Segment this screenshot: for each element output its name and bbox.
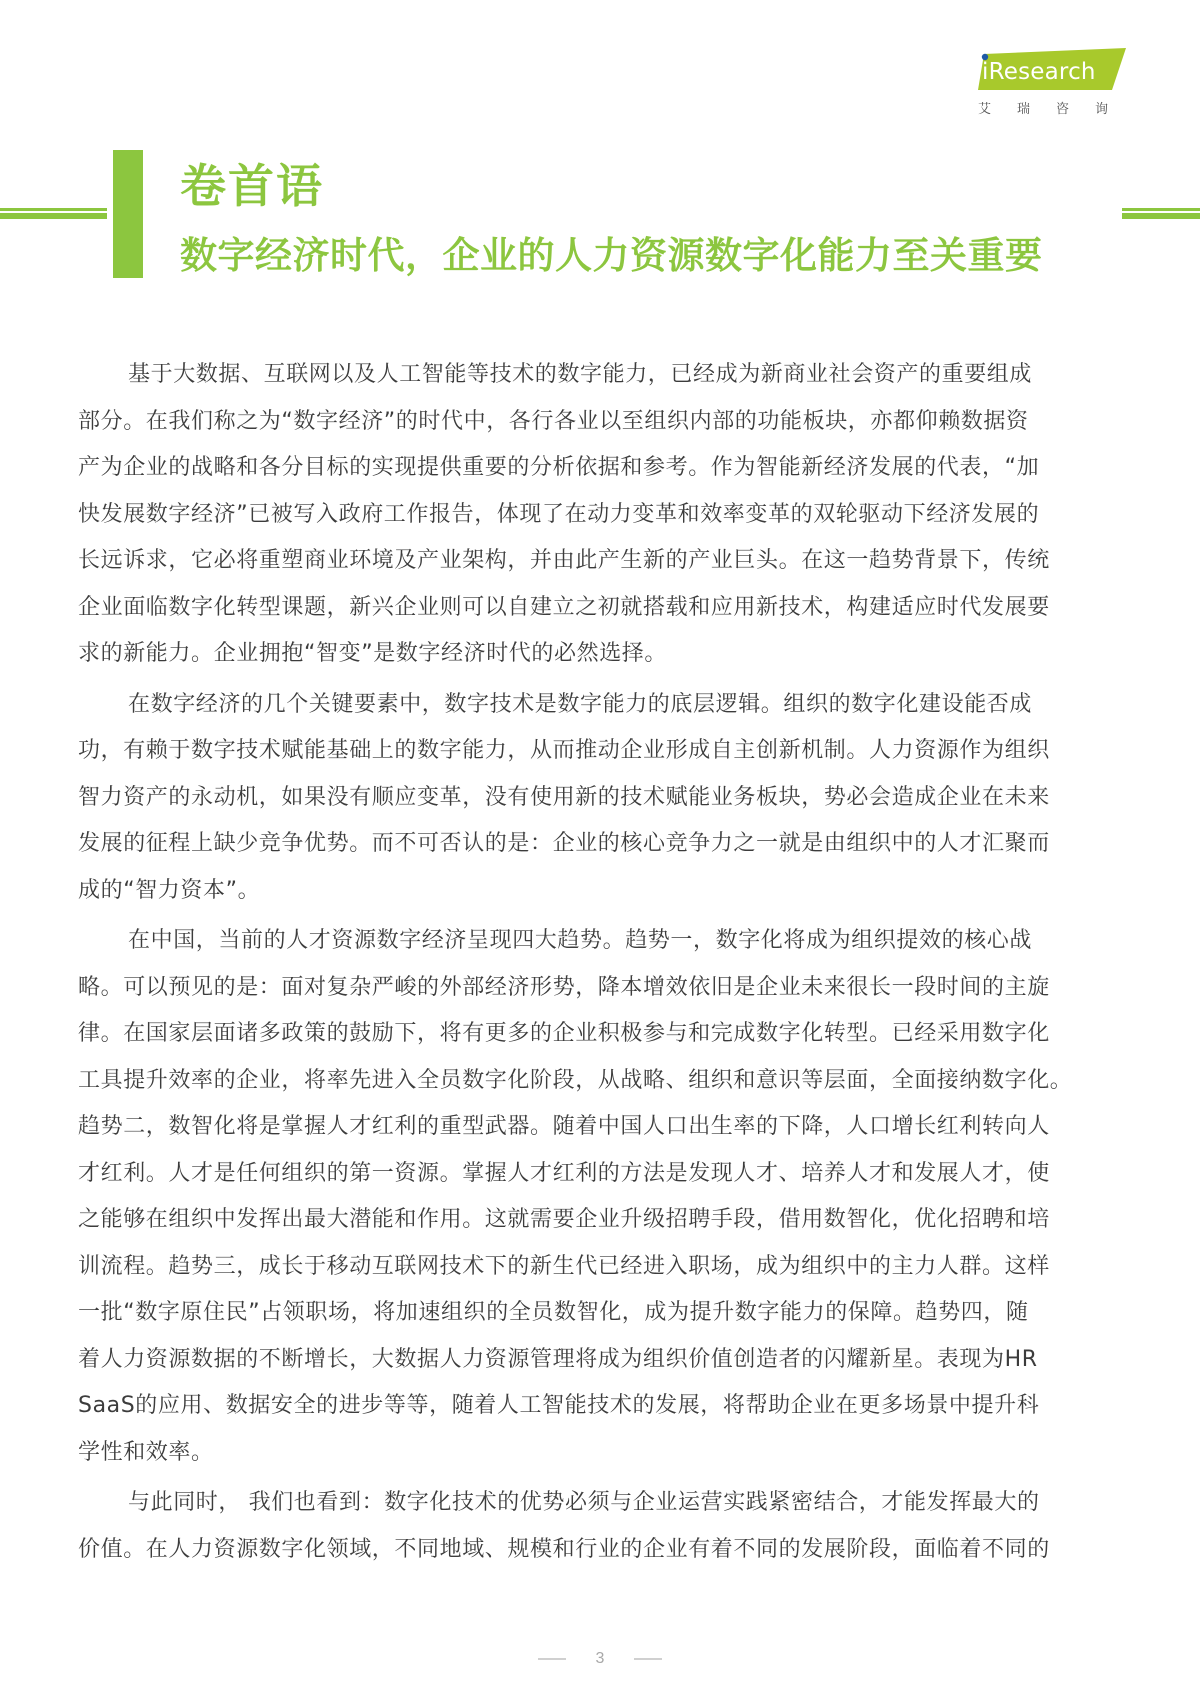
body-text (78, 352, 1118, 1577)
logo-char: 艾 (978, 102, 992, 117)
text-line: 部分。在我们称之为“数字经济”的时代中，各行各业以至组织内部的功能板块，亦都仰赖数据资 (78, 408, 1029, 434)
title-rule-right (1122, 208, 1200, 220)
text-line: 快发展数字经济”已被写入政府工作报告，体现了在动力变革和效率变革的双轮驱动下经济发展的 (78, 501, 1040, 527)
text-line: 与此同时， 我们也看到：数字化技术的优势必须与企业运营实践紧密结合，才能发挥最大的 (128, 1490, 1040, 1515)
text-line: 学性和效率。 (78, 1439, 214, 1465)
text-line: 略。可以预见的是：面对复杂严峻的外部经济形势，降本增效依旧是企业未来很长一段时间的主旋 (78, 974, 1050, 1000)
text-line: 律。在国家层面诸多政策的鼓励下，将有更多的企业积极参与和完成数字化转型。已经采用数字化 (78, 1021, 1050, 1046)
text-line: 成的“智力资本”。 (78, 877, 261, 903)
paragraph-4 (78, 1480, 1118, 1573)
text-line: 在中国，当前的人才资源数字经济呈现四大趋势。趋势一，数字化将成为组织提效的核心战 (128, 928, 1033, 953)
page-subtitle: 数字经济时代，企业的人力资源数字化能力至关重要 (180, 234, 1043, 277)
text-line: 智力资产的永动机，如果没有顺应变革，没有使用新的技术赋能业务板块，势必会造成企业在未来 (78, 784, 1050, 810)
paragraph-1 (78, 352, 1118, 678)
text-line: 产为企业的战略和各分目标的实现提供重要的分析依据和参考。作为智能新经济发展的代表，“加 (78, 455, 1040, 480)
text-line: 发展的征程上缺少竞争优势。而不可否认的是：企业的核心竞争力之一就是由组织中的人才汇聚而 (78, 831, 1050, 856)
text-line: 才红利。人才是任何组织的第一资源。掌握人才红利的方法是发现人才、培养人才和发展人才，使 (78, 1160, 1050, 1186)
text-line: 求的新能力。企业拥抱“智变”是数字经济时代的必然选择。 (78, 641, 667, 666)
iresearch-logo (970, 48, 1130, 128)
logo-char: 询 (1094, 102, 1108, 117)
footer-dash-right (634, 1658, 662, 1660)
text-line: 基于大数据、互联网以及人工智能等技术的数字能力，已经成为新商业社会资产的重要组成 (128, 362, 1033, 387)
page-title: 卷首语 (180, 159, 324, 213)
text-line: 训流程。趋势三，成长于移动互联网技术下的新生代已经进入职场，成为组织中的主力人群。这样 (78, 1253, 1050, 1279)
text-line: 功，有赖于数字技术赋能基础上的数字能力，从而推动企业形成自主创新机制。人力资源作为组织 (78, 738, 1050, 763)
text-line: 价值。在人力资源数字化领域，不同地域、规模和行业的企业有着不同的发展阶段，面临着不同的 (78, 1536, 1050, 1562)
logo-char: 瑞 (1016, 102, 1030, 117)
text-line: 着人力资源数据的不断增长，大数据人力资源管理将成为组织价值创造者的闪耀新星。表现为HR (78, 1346, 1038, 1372)
logo-chinese-name (978, 98, 1108, 117)
page-footer (0, 1650, 1200, 1668)
text-line: 一批“数字原住民”占领职场，将加速组织的全员数智化，成为提升数字能力的保障。趋势四，随 (78, 1300, 1029, 1325)
logo-char: 咨 (1055, 102, 1069, 117)
text-line: 工具提升效率的企业，将率先进入全员数字化阶段，从战略、组织和意识等层面，全面接纳数字化。 (78, 1067, 1073, 1093)
title-rule-left (0, 208, 107, 220)
paragraph-2 (78, 682, 1118, 915)
text-line: 在数字经济的几个关键要素中，数字技术是数字能力的底层逻辑。组织的数字化建设能否成 (128, 691, 1033, 717)
page-number: 3 (595, 1650, 605, 1667)
text-line: 企业面临数字化转型课题，新兴企业则可以自建立之初就搭载和应用新技术，构建适应时代发展要 (78, 594, 1050, 620)
footer-dash-left (538, 1658, 566, 1660)
text-line: 之能够在组织中发挥出最大潜能和作用。这就需要企业升级招聘手段，借用数智化，优化招聘和培 (78, 1207, 1050, 1232)
title-accent-bar (113, 150, 143, 278)
paragraph-3 (78, 918, 1118, 1476)
logo-brand-text: iResearch (982, 59, 1096, 85)
text-line: 长远诉求，它必将重塑商业环境及产业架构，并由此产生新的产业巨头。在这一趋势背景下，传统 (78, 548, 1050, 573)
text-line: 趋势二，数智化将是掌握人才红利的重型武器。随着中国人口出生率的下降，人口增长红利转向人 (78, 1114, 1050, 1139)
text-line: SaaS的应用、数据安全的进步等等，随着人工智能技术的发展，将帮助企业在更多场景中提升科 (78, 1393, 1040, 1418)
